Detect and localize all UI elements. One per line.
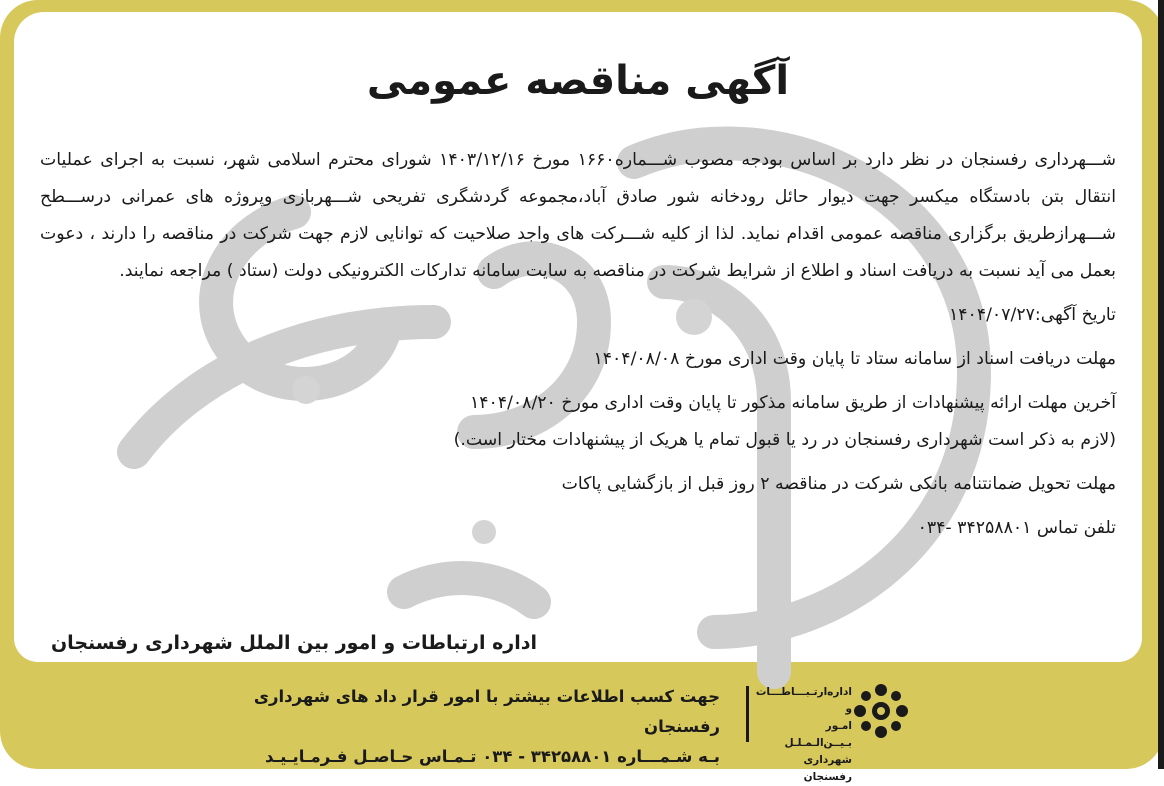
main-paragraph: شـــهرداری رفسنجان در نظر دارد بر اساس بودجه مصوب شـــماره۱۶۶۰ مورخ ۱۴۰۳/۱۲/۱۶ شورای محترم اسلامی شهر، نسبت به اجرای عملیات انتقال بتن بادستگاه میکسر جهت دیوار حائل رودخانه شور صادق آباد،مجموعه گردشگری تفریحی شـــهربازی وپروژه های عمرانی درســـطح شـــهرازطریق برگزاری مناقصه عمومی اقدام نماید. لذا از کلیه شـــرکت های واجد صلاحیت که توانایی لازم جهت شرکت در مناقصه را دارند ، دعوت بعمل می آید نسبت به دریافت اسناد و اطلاع از شرایط شرکت در مناقصه به سایت سامانه تدارکات الکترونیکی دولت (ستاد ) مراجعه نمایند.: [40, 150, 1116, 281]
rights-note: (لازم به ذکر است شهرداری رفسنجان در رد یا قبول تمام یا هریک از پیشنهادات مختار است.): [453, 430, 1116, 450]
footer-info: [240, 682, 720, 772]
footer-line-2: بـه شـمـــاره ۳۴۲۵۸۸۰۱ - ۰۳۴ تـمـاس حـاصـل فـرمـایـیـد: [264, 747, 720, 766]
submission-deadline: آخرین مهلت ارائه پیشنهادات از طریق سامانه مذکور تا پایان وقت اداری مورخ ۱۴۰۴/۰۸/۲۰: [469, 393, 1116, 413]
notice-panel: [14, 12, 1142, 662]
documents-deadline: مهلت دریافت اسناد از سامانه ستاد تا پایان وقت اداری مورخ ۱۴۰۴/۰۸/۰۸: [593, 349, 1116, 369]
edge-line: [1158, 0, 1164, 769]
page-title: آگهی مناقصه عمومی: [366, 58, 790, 104]
contact-phone: تلفن تماس ۳۴۲۵۸۸۰۱ -۰۳۴: [917, 518, 1116, 538]
logo-caption: [755, 684, 852, 786]
notice-date: تاریخ آگهی:۱۴۰۴/۰۷/۲۷: [948, 305, 1116, 325]
logo-caption-line-1: اداره‌ارتـبـــاطـــات و: [755, 686, 852, 715]
logo-caption-line-3: شهرداری رفسنجان: [803, 754, 852, 783]
notice-body: [40, 142, 1116, 547]
guarantee-deadline: مهلت تحویل ضمانتنامه بانکی شرکت در مناقصه ۲ روز قبل از بازگشایی پاکات: [561, 474, 1116, 494]
municipality-logo-icon: [852, 682, 910, 740]
footer-divider: [746, 686, 749, 742]
signature: اداره ارتباطات و امور بین الملل شهرداری رفسنجان: [50, 632, 537, 654]
footer-line-1: جهت کسب اطلاعات بیشتر با امور قرار داد های شهرداری رفسنجان: [253, 687, 720, 736]
logo-caption-line-2: امـور بـیــن‌الـمـلـل: [784, 720, 852, 749]
footer-bar: [0, 662, 1164, 783]
